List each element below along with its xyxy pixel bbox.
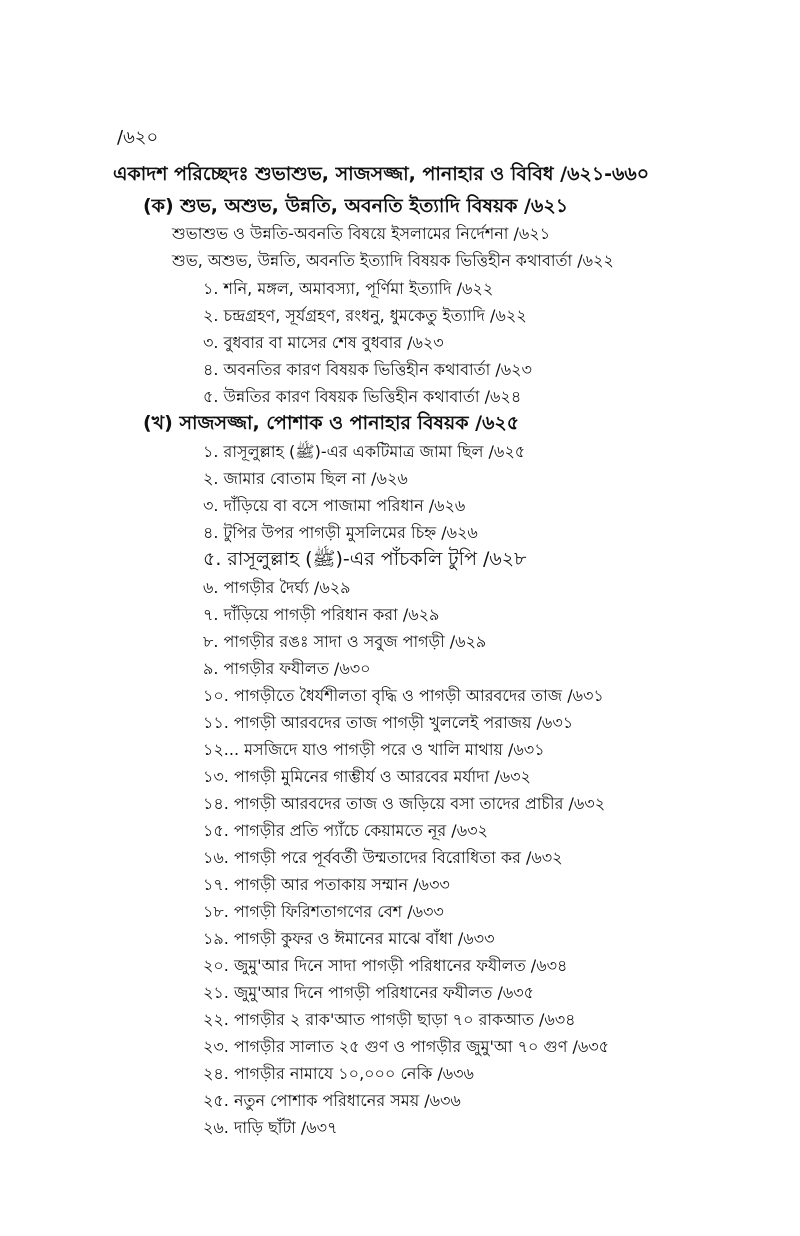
page-reference: /৬২০: [117, 127, 159, 148]
section-ka-title: (ক) শুভ, অশুভ, উন্নতি, অবনতি ইত্যাদি বিষয়ক /৬২১: [143, 195, 569, 217]
section-kha-item-24: ২৪. পাগড়ীর নামাযে ১০,০০০ নেকি /৬৩৬: [203, 1064, 474, 1083]
section-ka-item-1: ১. শনি, মঙ্গল, অমাবস্যা, পূর্ণিমা ইত্যাদি /৬২২: [203, 279, 494, 298]
section-kha-item-19: ১৯. পাগড়ী কুফর ও ঈমানের মাঝে বাঁধা /৬৩৩: [203, 929, 495, 948]
section-kha-item-20: ২০. জুমু'আর দিনে সাদা পাগড়ী পরিধানের ফযীলত /৬৩৪: [203, 956, 568, 975]
section-kha-item-26: ২৬. দাড়ি ছাঁটা /৬৩৭: [203, 1118, 338, 1137]
section-ka-subhead-1: শুভাশুভ ও উন্নতি-অবনতি বিষয়ে ইসলামের নির্দেশনা /৬২১: [172, 224, 551, 243]
section-kha-item-23: ২৩. পাগড়ীর সালাত ২৫ গুণ ও পাগড়ীর জুমু'আ ৭০ গুণ /৬৩৫: [203, 1037, 610, 1056]
section-kha-item-21: ২১. জুমু'আর দিনে পাগড়ী পরিধানের ফযীলত /৬৩৫: [203, 983, 535, 1002]
section-kha-item-14: ১৪. পাগড়ী আরবদের তাজ ও জড়িয়ে বসা তাদের প্রাচীর /৬৩২: [203, 794, 606, 813]
chapter-title: একাদশ পরিচ্ছেদঃ শুভাশুভ, সাজসজ্জা, পানাহার ও বিবিধ /৬২১-৬৬০: [113, 163, 650, 185]
section-kha-item-6: ৬. পাগড়ীর দৈর্ঘ্য /৬২৯: [203, 578, 351, 597]
section-kha-item-12: ১২... মসজিদে যাও পাগড়ী পরে ও খালি মাথায় /৬৩১: [203, 740, 545, 759]
section-kha-title: (খ) সাজসজ্জা, পোশাক ও পানাহার বিষয়ক /৬২৫: [143, 412, 520, 434]
section-ka-subhead-2: শুভ, অশুভ, উন্নতি, অবনতি ইত্যাদি বিষয়ক ভিত্তিহীন কথাবার্তা /৬২২: [172, 251, 614, 270]
section-kha-item-11: ১১. পাগড়ী আরবদের তাজ পাগড়ী খুললেই পরাজয় /৬৩১: [203, 713, 574, 732]
section-kha-item-7: ৭. দাঁড়িয়ে পাগড়ী পরিধান করা /৬২৯: [203, 605, 440, 624]
section-ka-item-2: ২. চন্দ্রগ্রহণ, সূর্যগ্রহণ, রংধনু, ধুমকেতু ইত্যাদি /৬২২: [203, 306, 527, 325]
section-kha-item-22: ২২. পাগড়ীর ২ রাক'আত পাগড়ী ছাড়া ৭০ রাকআত /৬৩৪: [203, 1010, 576, 1029]
section-kha-item-13: ১৩. পাগড়ী মুমিনের গাম্ভীর্য ও আরবের মর্যাদা /৬৩২: [203, 767, 531, 786]
section-kha-item-10: ১০. পাগড়ীতে ধৈর্যশীলতা বৃদ্ধি ও পাগড়ী আরবদের তাজ /৬৩১: [203, 686, 604, 705]
section-kha-item-5: ৫. রাসূলুল্লাহ (ﷺ)-এর পাঁচকলি টুপি /৬২৮: [203, 548, 527, 570]
section-kha-item-3: ৩. দাঁড়িয়ে বা বসে পাজামা পরিধান /৬২৬: [203, 496, 466, 515]
section-kha-item-25: ২৫. নতুন পোশাক পরিধানের সময় /৬৩৬: [203, 1091, 461, 1110]
section-kha-item-1: ১. রাসূলুল্লাহ (ﷺ)-এর একটিমাত্র জামা ছিল /৬২৫: [203, 442, 526, 461]
section-kha-item-8: ৮. পাগড়ীর রঙঃ সাদা ও সবুজ পাগড়ী /৬২৯: [203, 632, 487, 651]
section-ka-item-4: ৪. অবনতির কারণ বিষয়ক ভিত্তিহীন কথাবার্তা /৬২৩: [203, 360, 532, 379]
section-kha-item-15: ১৫. পাগড়ীর প্রতি প্যাঁচে কেয়ামতে নূর /৬৩২: [203, 821, 488, 840]
section-kha-item-2: ২. জামার বোতাম ছিল না /৬২৬: [203, 469, 408, 488]
section-kha-item-18: ১৮. পাগড়ী ফিরিশতাগণের বেশ /৬৩৩: [203, 902, 444, 921]
section-kha-item-17: ১৭. পাগড়ী আর পতাকায় সম্মান /৬৩৩: [203, 875, 450, 894]
section-kha-item-4: ৪. টুপির উপর পাগড়ী মুসলিমের চিহ্ন /৬২৬: [203, 523, 478, 542]
section-ka-item-3: ৩. বুধবার বা মাসের শেষ বুধবার /৬২৩: [203, 333, 444, 352]
section-kha-item-9: ৯. পাগড়ীর ফযীলত /৬৩০: [203, 659, 371, 678]
section-kha-item-16: ১৬. পাগড়ী পরে পূর্ববর্তী উম্মতাদের বিরোধিতা কর /৬৩২: [203, 848, 563, 867]
section-ka-item-5: ৫. উন্নতির কারণ বিষয়ক ভিত্তিহীন কথাবার্তা /৬২৪: [203, 387, 522, 406]
